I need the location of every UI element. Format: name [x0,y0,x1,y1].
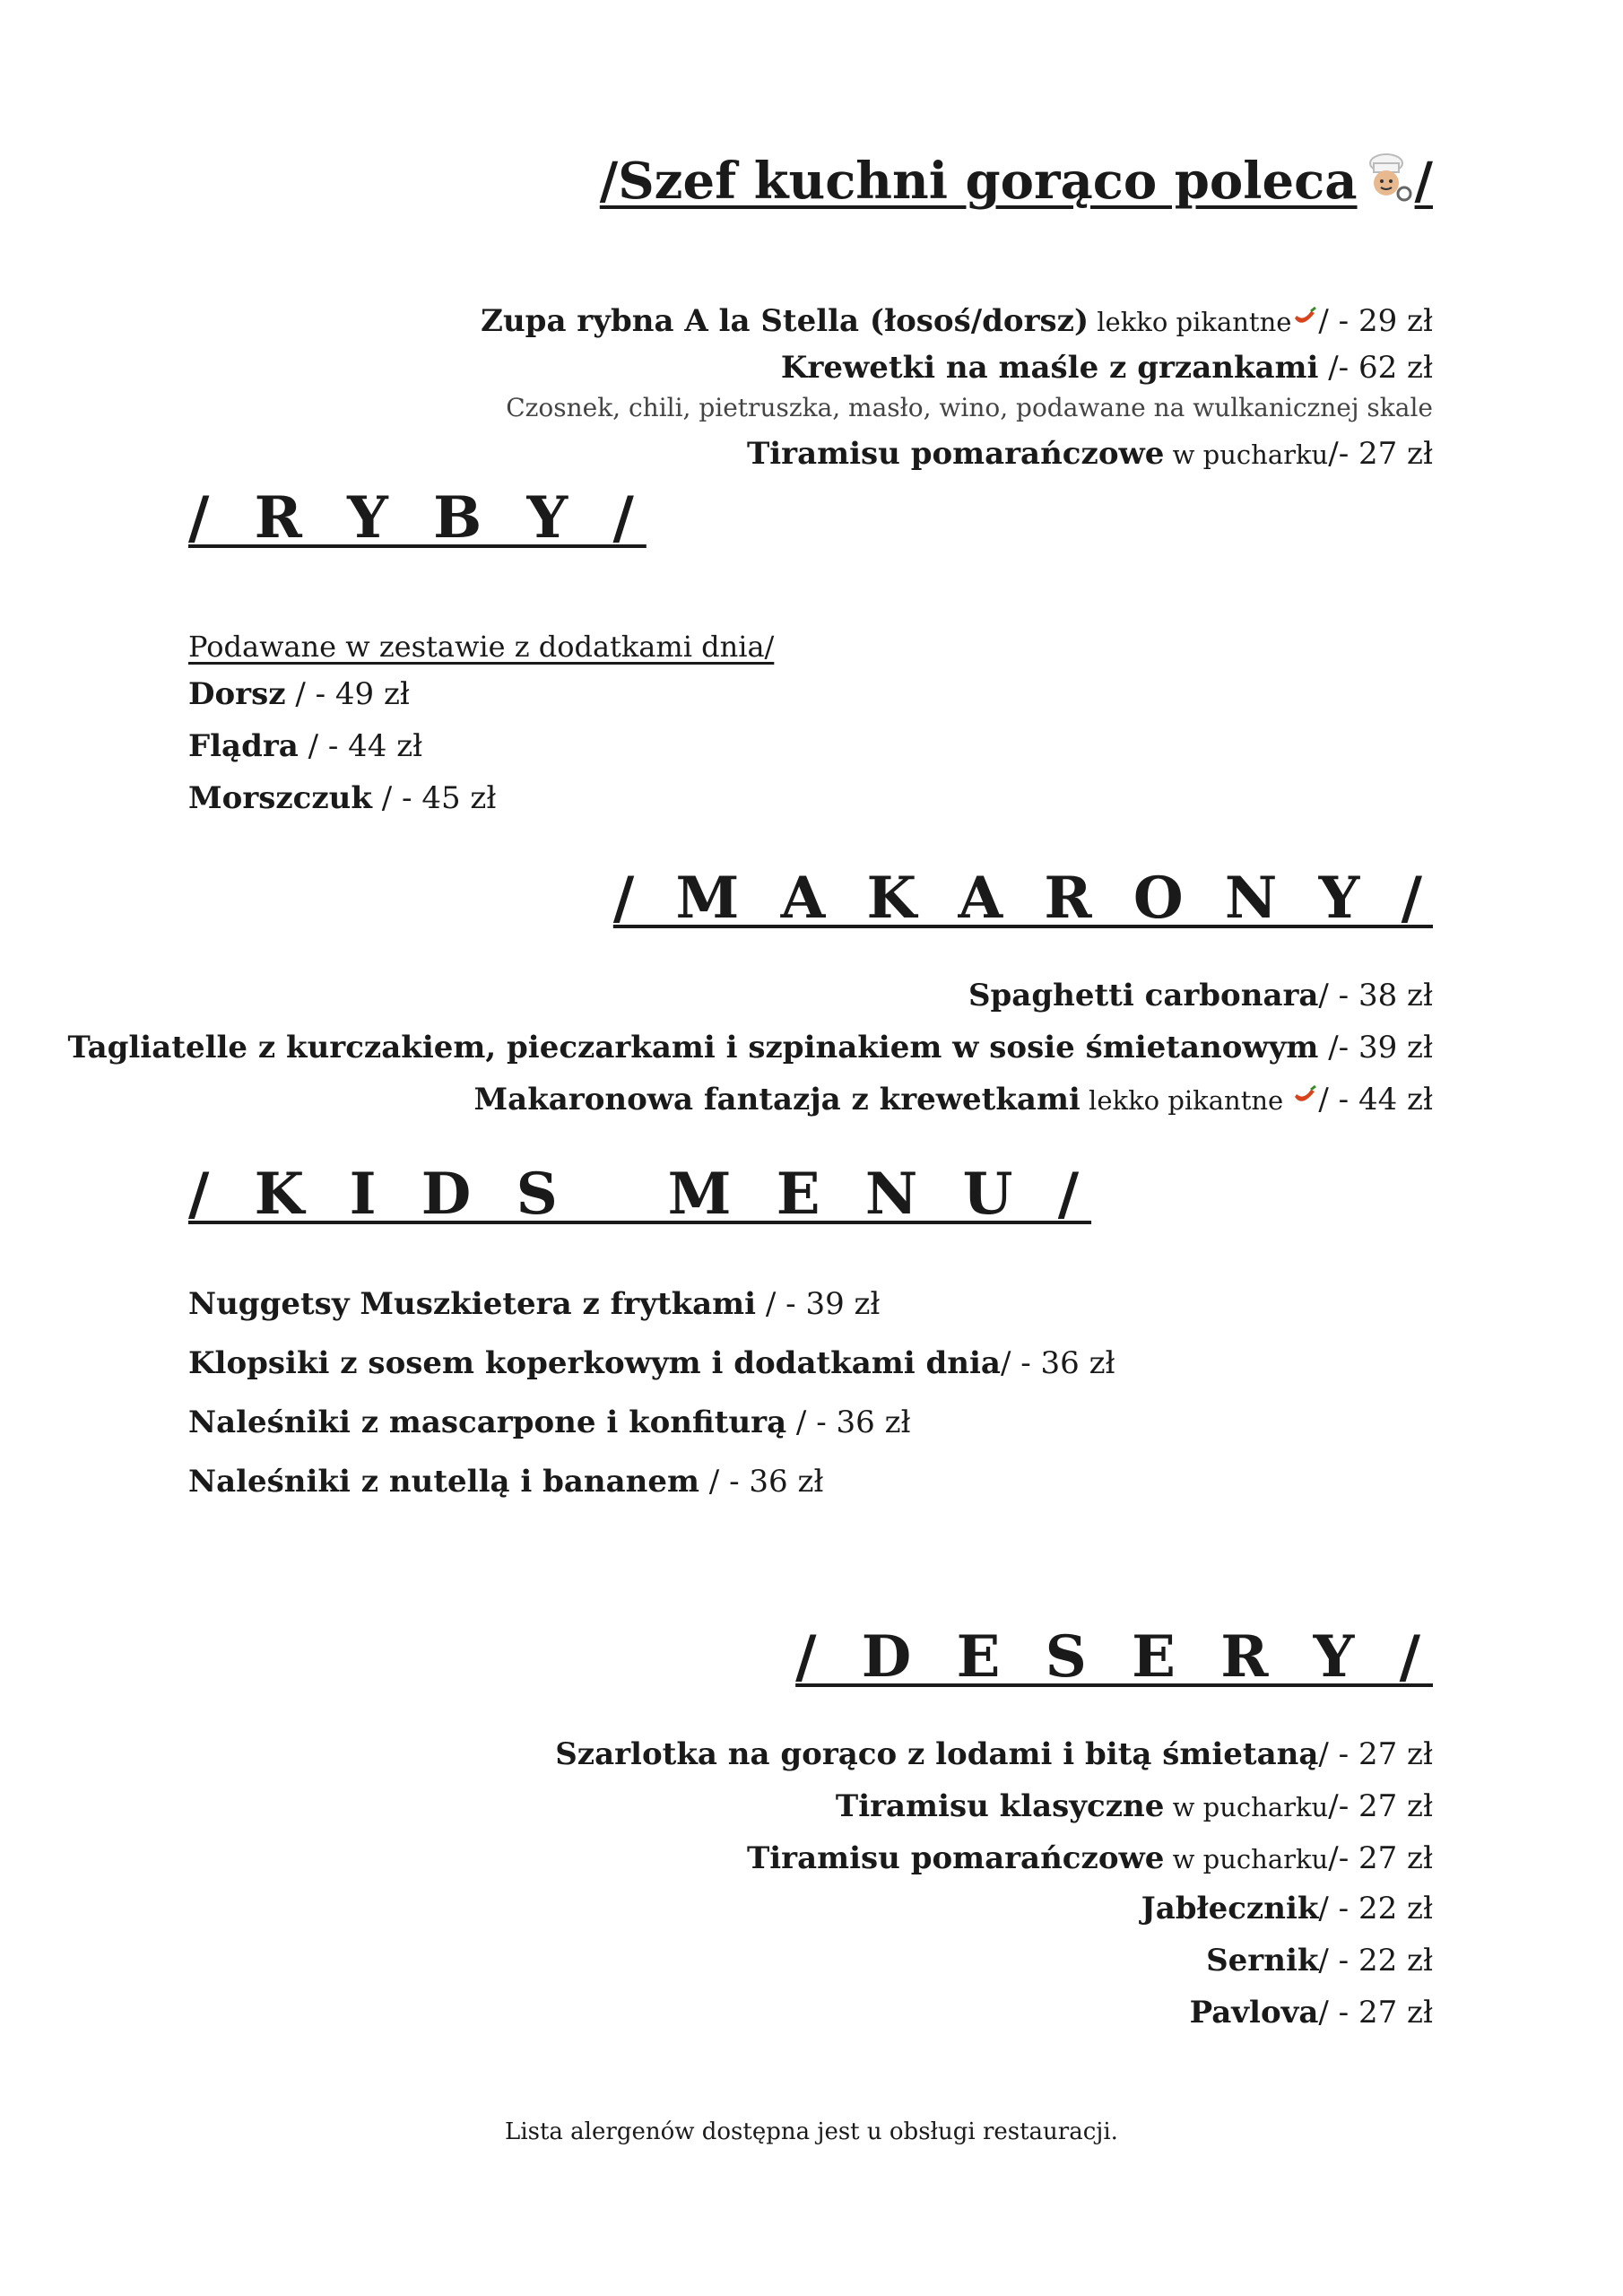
desery-item: Jabłecznik/ - 22 zł [1141,1891,1433,1926]
makarony-item: Tagliatelle z kurczakiem, pieczarkami i szpinakiem w sosie śmietanowym /- 39 zł [67,1030,1433,1065]
ryby-item: Morszczuk / - 45 zł [188,780,497,816]
kids-item: Naleśniki z mascarpone i konfiturą / - 36 zł [188,1405,911,1440]
chef-item-tiramisu-orange: Tiramisu pomarańczowe w pucharku/- 27 zł [746,436,1433,472]
kids-item: Naleśniki z nutellą i bananem / - 36 zł [188,1464,824,1500]
desery-item: Tiramisu pomarańczowe w pucharku/- 27 zł [746,1840,1433,1876]
ryby-heading: / R Y B Y / [188,484,647,552]
ryby-item: Flądra / - 44 zł [188,728,423,764]
chef-item-shrimp: Krewetki na maśle z grzankami /- 62 zł [780,350,1433,386]
chili-pepper-icon [1291,303,1318,343]
kids-heading: / K I D S M E N U / [188,1161,1092,1228]
desery-item: Szarlotka na gorąco z lodami i bitą śmietaną/ - 27 zł [555,1736,1433,1772]
allergen-footer: Lista alergenów dostępna jest u obsługi restauracji. [505,2118,1118,2145]
desery-item: Sernik/ - 22 zł [1206,1943,1433,1979]
desery-item: Pavlova/ - 27 zł [1189,1995,1433,2031]
desery-item: Tiramisu klasyczne w pucharku/- 27 zł [835,1788,1433,1824]
kids-item: Nuggetsy Muszkietera z frytkami / - 39 zł [188,1286,881,1322]
chef-item-fish-soup: Zupa rybna A la Stella (łosoś/dorsz) lekko pikantne / - 29 zł [481,301,1433,343]
ryby-intro: Podawane w zestawie z dodatkami dnia/ [188,630,775,664]
chef-emoji-icon [1359,151,1413,220]
shrimp-description: Czosnek, chili, pietruszka, masło, wino, podawane na wulkanicznej skale [506,393,1433,422]
chef-section-title: /Szef kuchni gorąco poleca / [600,149,1433,220]
makarony-item: Makaronowa fantazja z krewetkami lekko pikantne / - 44 zł [474,1080,1433,1121]
chili-pepper-icon [1291,1082,1318,1121]
kids-item: Klopsiki z sosem koperkowym i dodatkami dnia/ - 36 zł [188,1345,1115,1381]
makarony-item: Spaghetti carbonara/ - 38 zł [968,978,1433,1013]
desery-heading: / D E S E R Y / [795,1623,1433,1691]
ryby-item: Dorsz / - 49 zł [188,676,410,712]
makarony-heading: / M A K A R O N Y / [612,865,1433,932]
